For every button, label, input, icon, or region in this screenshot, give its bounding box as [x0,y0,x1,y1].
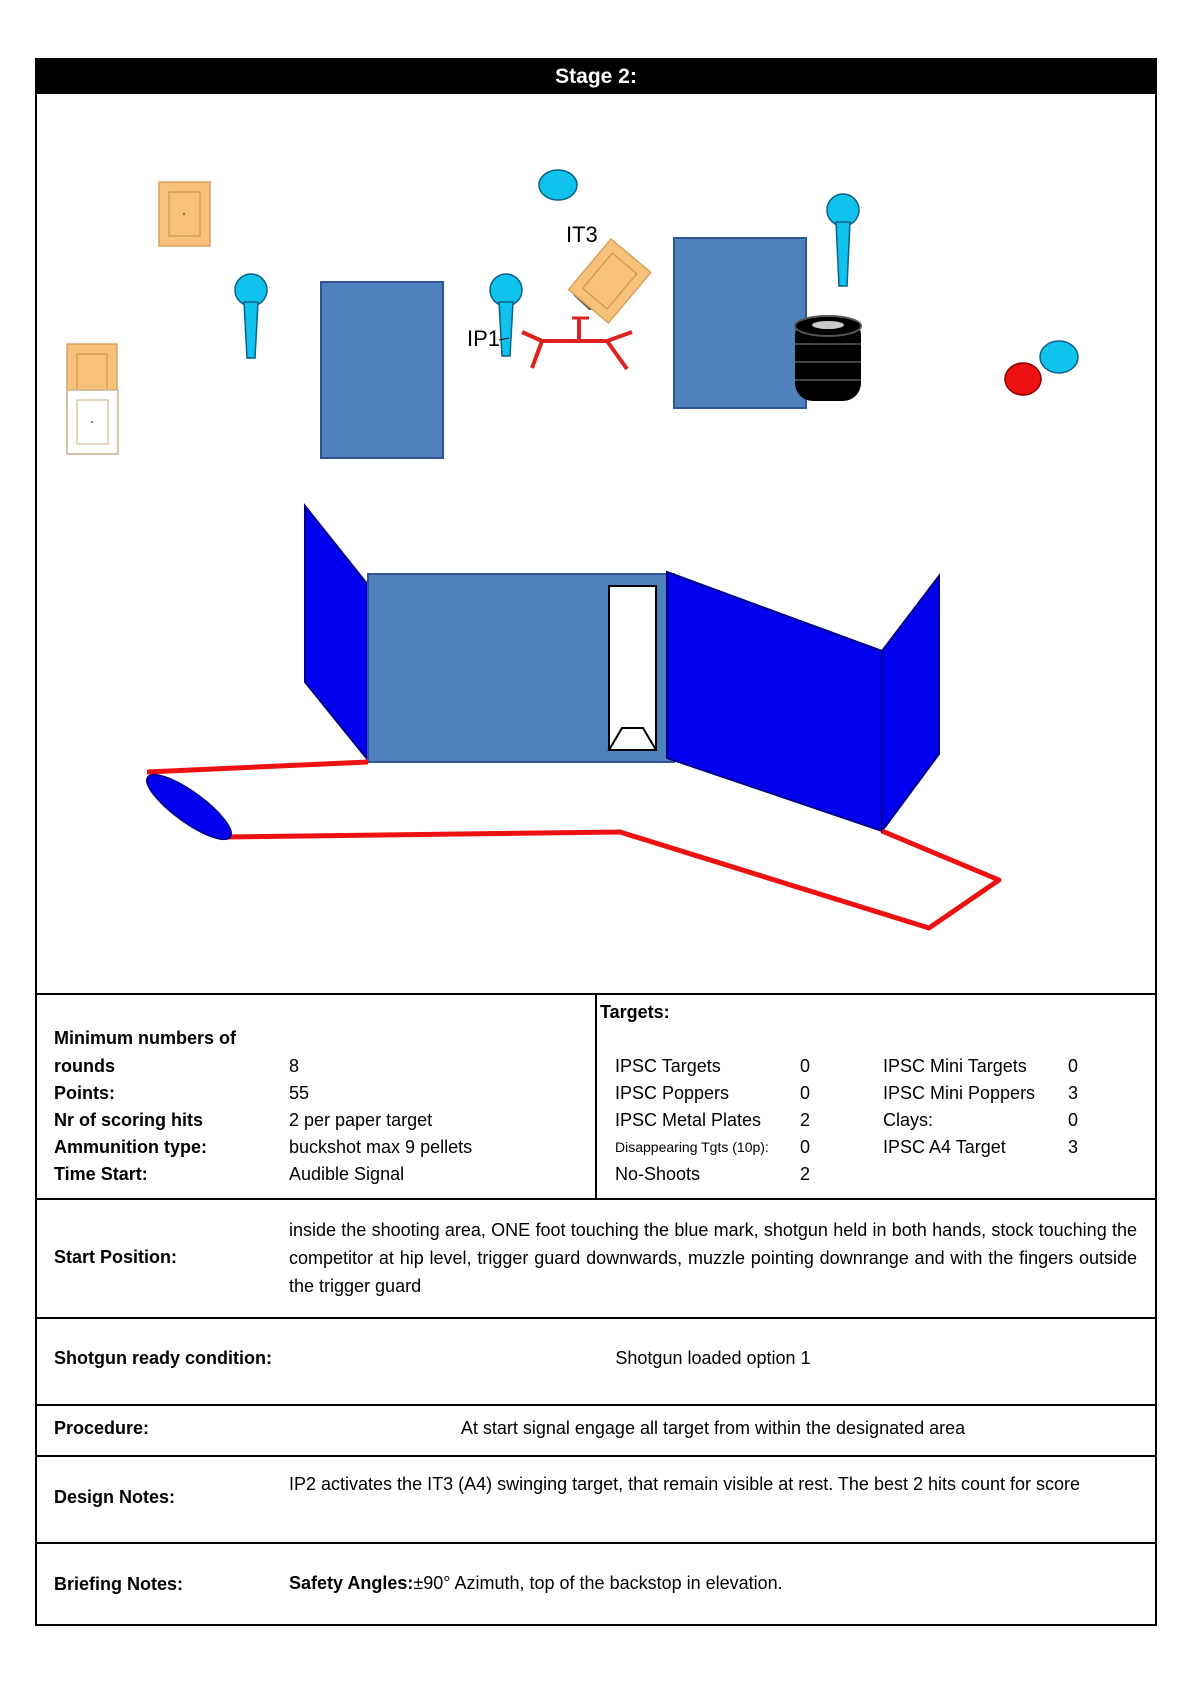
ammo-value: buckshot max 9 pellets [289,1137,473,1157]
divider [37,1404,1155,1406]
procedure-text: At start signal engage all target from within the designated area [460,1418,966,1438]
target-value: 3 [1068,1083,1079,1103]
stage-sheet [35,58,1157,1626]
target-label: IPSC Poppers [615,1083,730,1103]
ready-condition-label: Shotgun ready condition: [54,1348,272,1368]
no-shoot-plate-red [1005,363,1041,395]
paper-target-top-left [159,182,210,246]
targets-header: Targets: [600,1002,670,1022]
start-foot-mark [139,765,239,849]
time-start-value: Audible Signal [289,1164,405,1184]
min-rounds-value: 8 [289,1056,300,1076]
label-it3: IT3 [566,222,598,247]
procedure-label: Procedure: [54,1418,150,1438]
design-notes-text: IP2 activates the IT3 (A4) swinging target, that remain visible at rest. The best 2 hits count for score [289,1474,1081,1494]
stage-diagram [37,94,1155,994]
stage-title: Stage 2: [37,60,1155,94]
ammo-label: Ammunition type: [54,1137,207,1157]
fault-line [147,762,368,772]
divider [37,1198,1155,1200]
divider [37,1317,1155,1319]
safety-angles-label: Safety Angles: [289,1573,414,1593]
label-ip1: IP1 [467,326,501,351]
target-value: 0 [800,1056,811,1076]
swinging-target-it3 [522,239,651,369]
target-value: 0 [1068,1056,1079,1076]
briefing-notes-label: Briefing Notes: [54,1574,184,1594]
scoring-hits-label: Nr of scoring hits [54,1110,204,1130]
min-rounds-label-2: rounds [54,1056,115,1076]
target-value: 0 [1068,1110,1079,1130]
points-label: Points: [54,1083,115,1103]
safety-angles-text: ±90° Azimuth, top of the backstop in elevation. [413,1573,783,1593]
fault-line-bottom [225,831,999,928]
target-value: 2 [800,1110,811,1130]
target-label: IPSC Mini Targets [883,1056,1027,1076]
divider [37,1542,1155,1544]
window-port [609,586,656,750]
target-label: IPSC Mini Poppers [883,1083,1036,1103]
scoring-hits-value: 2 per paper target [289,1110,433,1130]
target-label: Disappearing Tgts (10p): [615,1139,769,1155]
wing-wall-right [667,572,882,831]
wall-left [321,282,443,458]
start-position-label: Start Position: [54,1247,178,1267]
mini-popper-1 [235,274,267,358]
target-label: IPSC Targets [615,1056,721,1076]
target-value: 0 [800,1137,811,1157]
ready-condition-text: Shotgun loaded option 1 [615,1348,811,1368]
metal-plate-right-blue [1040,341,1078,373]
target-value: 2 [800,1164,811,1184]
metal-plate-top [539,170,577,200]
no-shoot-left [67,390,118,454]
wall-right [674,238,806,408]
target-value: 3 [1068,1137,1079,1157]
briefing-notes-text [289,1570,783,1597]
target-value: 0 [800,1083,811,1103]
wing-wall-far-right [882,576,939,831]
wing-wall-left [305,506,368,760]
divider [595,993,597,1198]
tire-stack [795,316,861,401]
design-notes-label: Design Notes: [54,1487,176,1507]
points-value: 55 [289,1083,310,1103]
target-label: Clays: [883,1110,934,1130]
start-position-text: inside the shooting area, ONE foot touching the blue mark, shotgun held in both hands, stock touching the competitor at hip level, trigger guard downwards, muzzle pointing downrange and with the fingers outside the trigger guard [289,1220,1137,1296]
target-label: IPSC Metal Plates [615,1110,762,1130]
min-rounds-label: Minimum numbers of [54,1028,237,1048]
time-start-label: Time Start: [54,1164,148,1184]
target-label: No-Shoots [615,1164,701,1184]
divider [37,1455,1155,1457]
mini-popper-3 [827,194,859,286]
target-label: IPSC A4 Target [883,1137,1006,1157]
